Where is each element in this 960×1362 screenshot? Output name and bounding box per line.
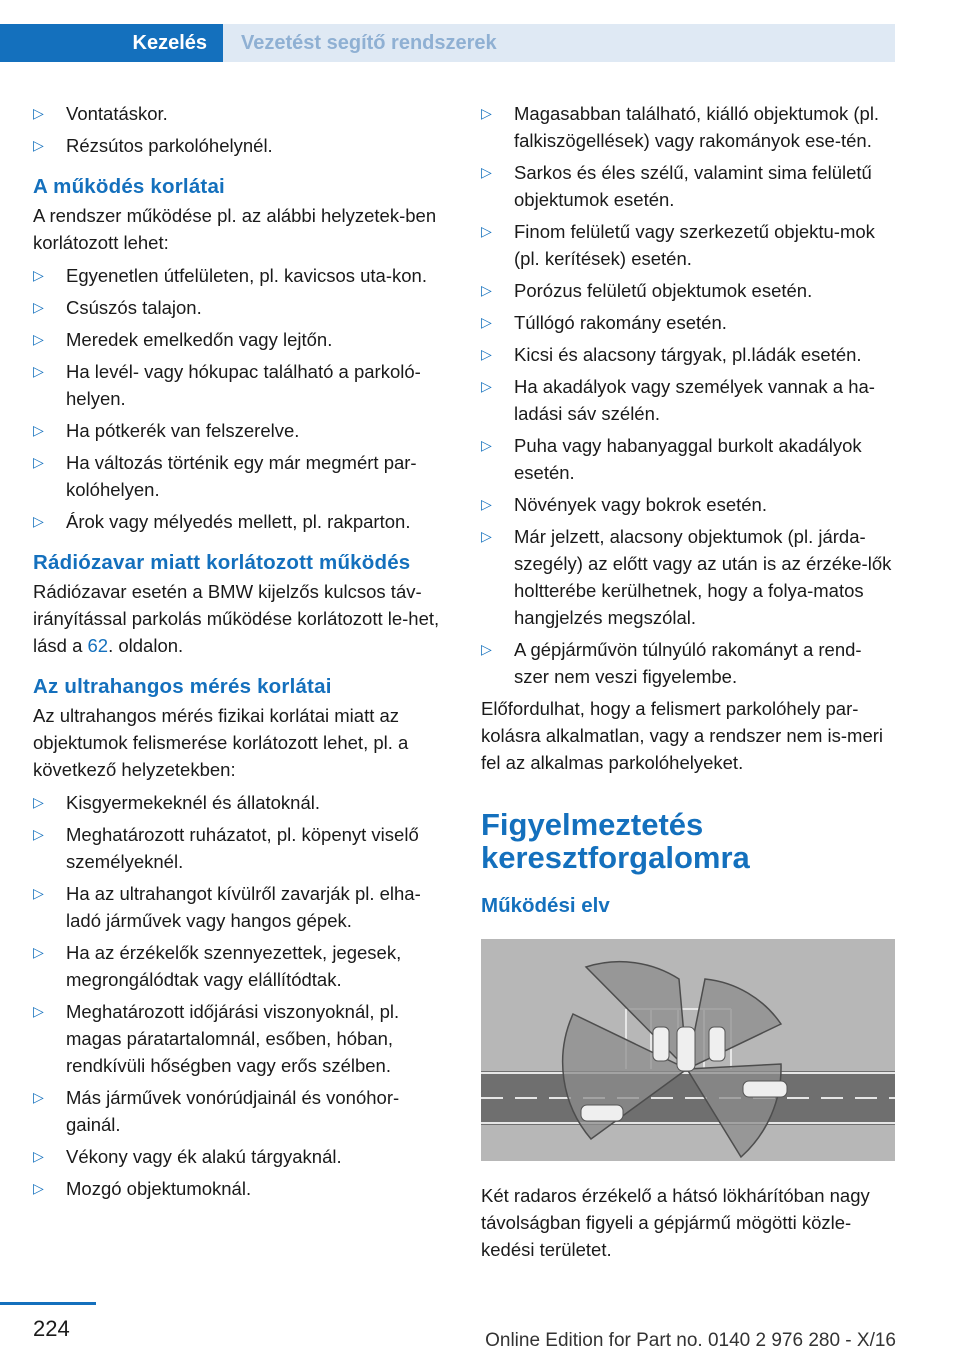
triangle-marker-icon: ▷ [481, 223, 492, 239]
list-item: ▷ Porózus felületű objektumok esetén. [481, 277, 895, 304]
page-link[interactable]: 62 [87, 635, 109, 656]
triangle-marker-icon: ▷ [481, 105, 492, 121]
triangle-marker-icon: ▷ [33, 1003, 44, 1019]
left-column [33, 100, 447, 1207]
list-item: ▷ Már jelzett, alacsony objektumok (pl. járda-szegély) az előtt vagy az után is az érzéke-lők holtterébe kerülhetnek, hogy a folya-matos hangjelzés megszólal. [481, 523, 895, 631]
objects-list [481, 100, 895, 690]
heading-limits: A működés korlátai [33, 175, 225, 198]
triangle-marker-icon: ▷ [33, 1180, 44, 1196]
triangle-marker-icon: ▷ [481, 378, 492, 394]
triangle-marker-icon: ▷ [33, 137, 44, 153]
list-item: ▷ Ha az érzékelők szennyezettek, jegesek, megrongálódtak vagy elállítódtak. [33, 939, 447, 993]
list-item: ▷ Meghatározott ruházatot, pl. köpenyt viselő személyeknél. [33, 821, 447, 875]
heading-principle: Működési elv [481, 894, 610, 917]
paragraph-ultrasonic: Az ultrahangos mérés fizikai korlátai miatt az objektumok felismerése korlátozott lehet, pl. a következő helyzetekben: [33, 705, 409, 780]
triangle-marker-icon: ▷ [33, 454, 44, 470]
list-item: ▷ Ha pótkerék van felszerelve. [33, 417, 447, 444]
page-number: 224 [33, 1316, 70, 1341]
triangle-marker-icon: ▷ [481, 437, 492, 453]
triangle-marker-icon: ▷ [33, 363, 44, 379]
list-item: ▷ Más járművek vonórúdjainál és vonóhor-gainál. [33, 1084, 447, 1138]
triangle-marker-icon: ▷ [33, 885, 44, 901]
list-item: ▷ Finom felületű vagy szerkezetű objektu-mok (pl. kerítések) esetén. [481, 218, 895, 272]
right-column [481, 100, 895, 1269]
triangle-marker-icon: ▷ [481, 282, 492, 298]
list-item: ▷ Vékony vagy ék alakú tárgyaknál. [33, 1143, 447, 1170]
intro-list [33, 100, 447, 159]
list-item: ▷ Egyenetlen útfelületen, pl. kavicsos uta-kon. [33, 262, 447, 289]
paragraph-parking-spot: Előfordulhat, hogy a felismert parkolóhely par-kolásra alkalmatlan, vagy a rendszer nem is-meri fel az alkalmas parkolóhelyeket. [481, 698, 884, 773]
triangle-marker-icon: ▷ [481, 641, 492, 657]
triangle-marker-icon: ▷ [33, 105, 44, 121]
triangle-marker-icon: ▷ [33, 267, 44, 283]
chapter-tab[interactable]: Kezelés [0, 24, 223, 62]
triangle-marker-icon: ▷ [33, 299, 44, 315]
heading-ultrasonic: Az ultrahangos mérés korlátai [33, 675, 332, 698]
list-item: ▷ Mozgó objektumoknál. [33, 1175, 447, 1202]
triangle-marker-icon: ▷ [481, 496, 492, 512]
list-item: ▷ Csúszós talajon. [33, 294, 447, 321]
paragraph-limits: A rendszer működése pl. az alábbi helyzetek-ben korlátozott lehet: [33, 205, 437, 253]
triangle-marker-icon: ▷ [481, 164, 492, 180]
list-item: ▷ Puha vagy habanyaggal burkolt akadályok esetén. [481, 432, 895, 486]
heading-cross-traffic: Figyelmeztetés keresztforgalomra [481, 807, 750, 875]
heading-radio: Rádiózavar miatt korlátozott működés [33, 551, 411, 574]
list-item: ▷ Rézsútos parkolóhelynél. [33, 132, 447, 159]
triangle-marker-icon: ▷ [481, 314, 492, 330]
list-item: ▷ Kicsi és alacsony tárgyak, pl.ládák esetén. [481, 341, 895, 368]
triangle-marker-icon: ▷ [33, 1089, 44, 1105]
list-item: ▷ Vontatáskor. [33, 100, 447, 127]
triangle-marker-icon: ▷ [33, 1148, 44, 1164]
list-item: ▷ Ha az ultrahangot kívülről zavarják pl. elha-ladó járművek vagy hangos gépek. [33, 880, 447, 934]
triangle-marker-icon: ▷ [33, 513, 44, 529]
ultrasonic-list [33, 789, 447, 1202]
list-item: ▷ Meghatározott időjárási viszonyoknál, pl. magas páratartalomnál, esőben, hóban, rendkívüli hőségben vagy erős szélben. [33, 998, 447, 1079]
cross-traffic-illustration [481, 939, 895, 1161]
triangle-marker-icon: ▷ [481, 346, 492, 362]
section-tab[interactable]: Vezetést segítő rendszerek [223, 24, 895, 62]
edition-footer: Online Edition for Part no. 0140 2 976 280 - X/16 [485, 1330, 896, 1351]
triangle-marker-icon: ▷ [481, 528, 492, 544]
list-item: ▷ Kisgyermekeknél és állatoknál. [33, 789, 447, 816]
triangle-marker-icon: ▷ [33, 944, 44, 960]
triangle-marker-icon: ▷ [33, 826, 44, 842]
page-header [0, 24, 895, 62]
list-item: ▷ Magasabban található, kiálló objektumok (pl. falkiszögellések) vagy rakományok ese-tén. [481, 100, 895, 154]
list-item: ▷ Ha levél- vagy hókupac található a parkoló-helyen. [33, 358, 447, 412]
list-item: ▷ A gépjárművön túlnyúló rakományt a rend-szer nem veszi figyelembe. [481, 636, 895, 690]
triangle-marker-icon: ▷ [33, 331, 44, 347]
list-item: ▷ Meredek emelkedőn vagy lejtőn. [33, 326, 447, 353]
list-item: ▷ Ha akadályok vagy személyek vannak a ha-ladási sáv szélén. [481, 373, 895, 427]
list-item: ▷ Növények vagy bokrok esetén. [481, 491, 895, 518]
list-item: ▷ Ha változás történik egy már megmért par-kolóhelyen. [33, 449, 447, 503]
list-item: ▷ Sarkos és éles szélű, valamint sima felületű objektumok esetén. [481, 159, 895, 213]
limits-list [33, 262, 447, 535]
triangle-marker-icon: ▷ [33, 794, 44, 810]
list-item: ▷ Túllógó rakomány esetén. [481, 309, 895, 336]
page-number-rule [0, 1302, 96, 1305]
list-item: ▷ Árok vagy mélyedés mellett, pl. rakparton. [33, 508, 447, 535]
paragraph-radar: Két radaros érzékelő a hátsó lökhárítóban nagy távolságban figyeli a gépjármű mögötti közle-kedési területet. [481, 1185, 870, 1260]
triangle-marker-icon: ▷ [33, 422, 44, 438]
paragraph-radio: Rádiózavar esetén a BMW kijelzős kulcsos táv-irányítással parkolás működése korlátozott le-het, lásd a 62. oldalon. [33, 581, 440, 656]
